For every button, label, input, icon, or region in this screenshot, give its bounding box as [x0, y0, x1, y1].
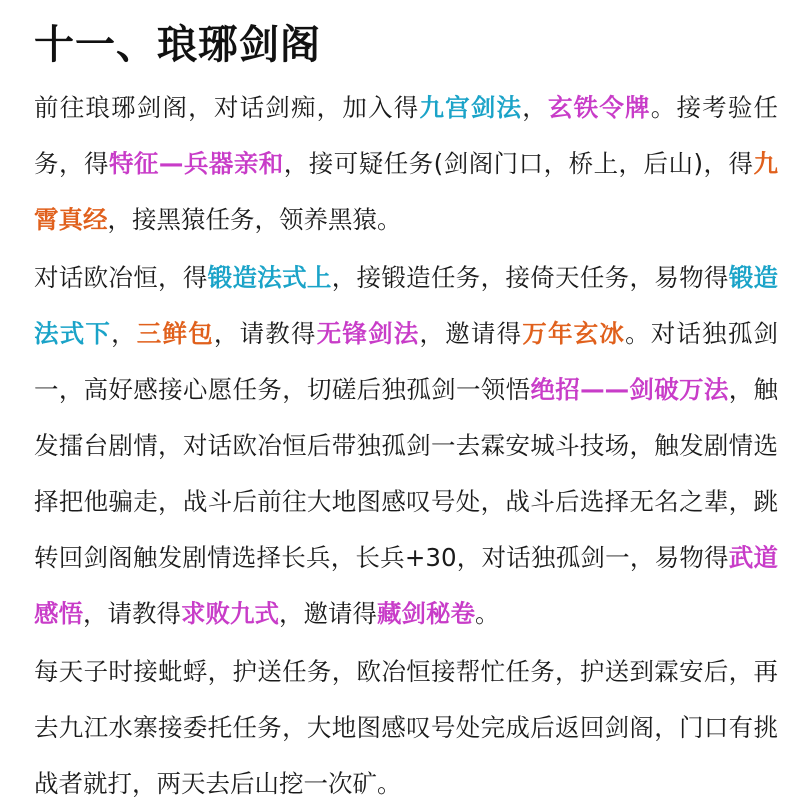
highlighted-item-name: 九霄真经 — [34, 149, 778, 234]
highlighted-item-name: 九宫剑法 — [419, 93, 523, 122]
paragraph-text: 。对话独孤剑一，高好感接心愿任务，切磋后独孤剑一领悟 — [34, 319, 779, 404]
paragraph-text: 。接考验任务，得 — [34, 93, 779, 178]
paragraph-text: ， — [522, 93, 548, 122]
paragraph-text: 每天子时接蚍蜉，护送任务，欧冶恒接帮忙任务，护送到霖安后，再去九江水寨接委托任务，大地图感叹号处完成后返回剑阁，门口有挑战者就打，两天去后山挖一次矿。 — [34, 657, 778, 798]
highlighted-item-name: 锻造法式上 — [207, 263, 332, 292]
page-title: 十一、琅琊剑阁 — [34, 22, 321, 68]
paragraph-text: ，接可疑任务(剑阁门口，桥上，后山)，得 — [283, 149, 754, 178]
paragraph-text: 。 — [475, 599, 500, 628]
highlighted-item-name: 藏剑秘卷 — [377, 599, 475, 628]
highlighted-item-name: 锻造法式下 — [34, 263, 779, 348]
paragraph-text: ，邀请得 — [279, 599, 377, 628]
paragraph-text: ，邀请得 — [419, 319, 523, 348]
paragraph-text: ，接锻造任务，接倚天任务，易物得 — [331, 263, 729, 292]
highlighted-item-name: 武道感悟 — [34, 543, 779, 628]
paragraph-text: 前往琅琊剑阁，对话剑痴，加入得 — [34, 93, 420, 122]
paragraph-text: ， — [111, 319, 137, 348]
highlighted-item-name: 万年玄冰 — [522, 319, 626, 348]
highlighted-item-name: 无锋剑法 — [316, 319, 420, 348]
highlighted-item-name: 特征—兵器亲和 — [108, 149, 284, 178]
paragraph-text: ，请教得 — [83, 599, 181, 628]
paragraph-text: ，触发擂台剧情，对话欧冶恒后带独孤剑一去霖安城斗技场，触发剧情选择把他骗走，战斗后前往大地图感叹号处，战斗后选择无名之辈，跳转回剑阁触发剧情选择长兵，长兵+30，对话独孤剑一，易物得 — [34, 375, 779, 572]
guide-content — [34, 80, 778, 812]
highlighted-item-name: 求败九式 — [181, 599, 279, 628]
paragraph-text: 对话欧冶恒，得 — [34, 263, 208, 292]
highlighted-item-name: 三鲜包 — [136, 319, 214, 348]
guide-paragraph — [34, 644, 778, 812]
guide-paragraph — [34, 250, 778, 642]
guide-paragraph — [34, 80, 778, 248]
paragraph-text: ，接黑猿任务，领养黑猿。 — [107, 205, 402, 234]
highlighted-item-name: 绝招——剑破万法 — [530, 375, 729, 404]
highlighted-item-name: 玄铁令牌 — [547, 93, 651, 122]
paragraph-text: ，请教得 — [213, 319, 317, 348]
